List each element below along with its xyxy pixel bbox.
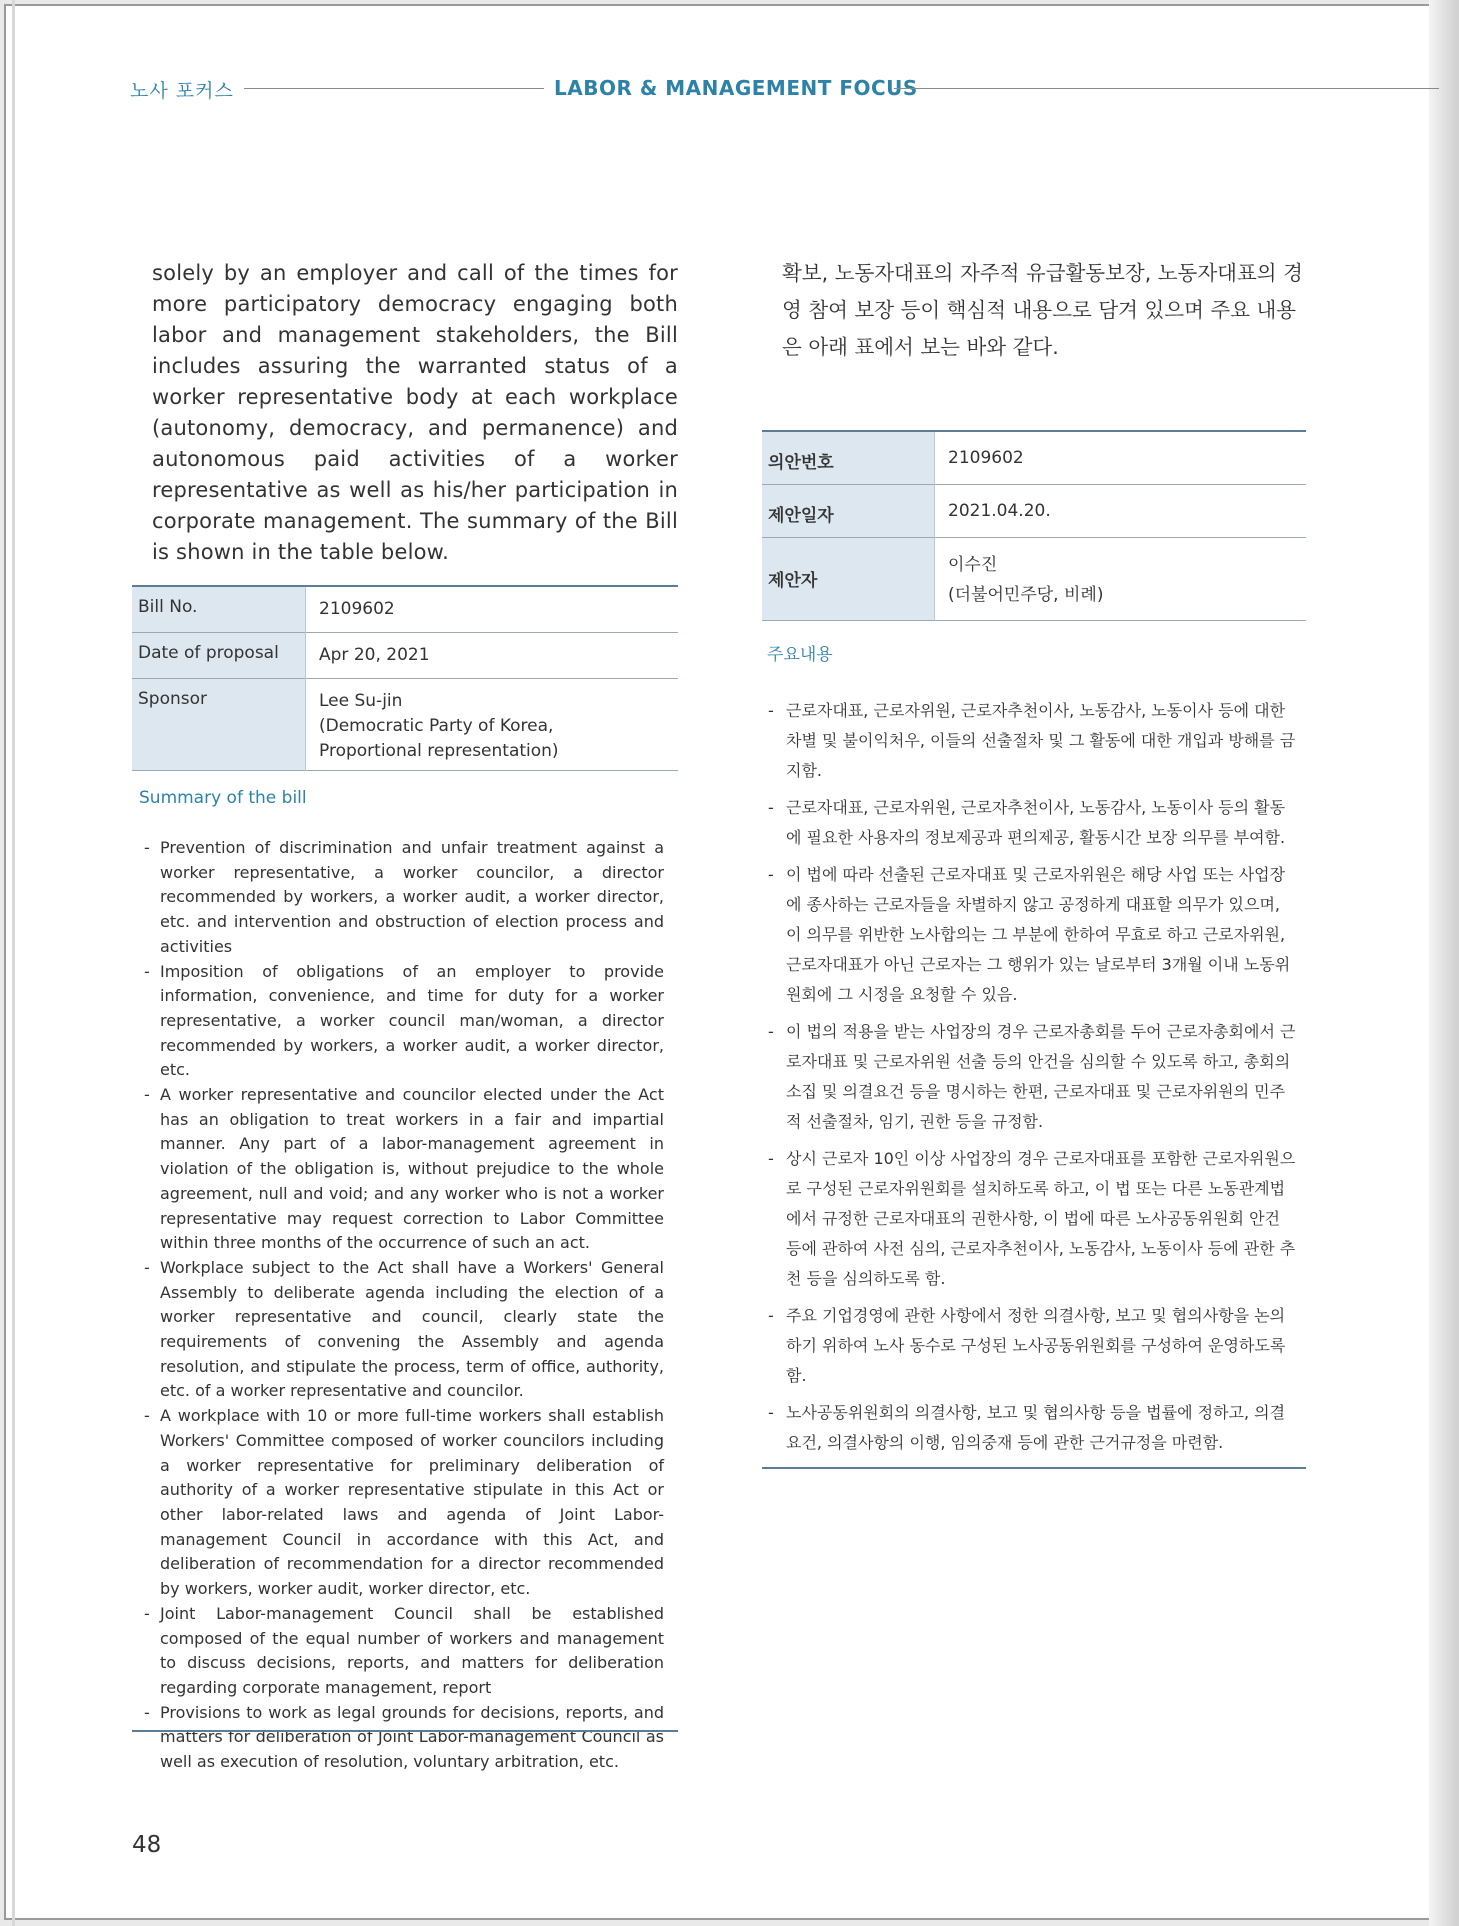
row-key: Bill No. <box>132 586 306 632</box>
header-rule-left <box>244 88 544 89</box>
sponsor-name: Lee Su-jin <box>319 690 403 711</box>
list-item: - Imposition of obligations of an employer to provide information, convenience, and time for duty for a worker representative, a worker council man/woman, a director recommended by workers, a worker audit, a worker director, etc. <box>144 960 664 1084</box>
row-key: 제안자 <box>762 537 935 620</box>
row-value <box>306 678 679 770</box>
page-number: 48 <box>132 1832 162 1858</box>
page-edge-shadow <box>1429 0 1459 1926</box>
list-item: - Provisions to work as legal grounds for decisions, reports, and matters for deliberation of Joint Labor-management Council as well as execution of resolution, voluntary arbitration, etc. <box>144 1701 664 1775</box>
row-key: Date of proposal <box>132 632 306 678</box>
table-row <box>132 678 678 770</box>
list-item: - 상시 근로자 10인 이상 사업장의 경우 근로자대표를 포함한 근로자위원으로 구성된 근로자위원회를 설치하도록 하고, 이 법 또는 다른 노동관계법에서 규정한 근로자대표의 권한사항, 이 법에 따른 노사공동위원회 안건 등에 관하여 사전 심의, 근로자추천이사, 노동감사, 노동이사 등에 관한 추천 등을 심의하도록 함. <box>766 1144 1300 1294</box>
list-item: - 노사공동위원회의 의결사항, 보고 및 협의사항 등을 법률에 정하고, 의결요건, 의결사항의 이행, 임의중재 등에 관한 근거규정을 마련함. <box>766 1398 1300 1458</box>
page-gutter <box>12 0 15 1926</box>
list-item: - 이 법에 따라 선출된 근로자대표 및 근로자위원은 해당 사업 또는 사업장에 종사하는 근로자들을 차별하지 않고 공정하게 대표할 의무가 있으며, 이 의무를 위반한 노사합의는 그 부분에 한하여 무효로 하고 근로자위원, 근로자대표가 아닌 근로자는 그 행위가 있는 날로부터 3개월 이내 노동위원회에 그 시정을 요청할 수 있음. <box>766 860 1300 1010</box>
summary-list-korean <box>766 696 1300 1465</box>
table-row <box>762 431 1306 484</box>
sponsor-party: (Democratic Party of Korea, Proportional representation) <box>319 715 559 761</box>
list-item: - Prevention of discrimination and unfair treatment against a worker representative, a worker councilor, a director recommended by workers, a worker audit, a worker director, etc. and intervention and obstruction of election process and activities <box>144 836 664 960</box>
intro-paragraph-english: solely by an employer and call of the times for more participatory democracy engaging both labor and management stakeholders, the Bill includes assuring the warranted status of a worker representative body at each workplace (autonomy, democracy, and permanence) and autonomous paid activities of a worker representative as well as his/her participation in corporate management. The summary of the Bill is shown in the table below. <box>152 261 678 564</box>
table-end-rule-korean <box>762 1467 1306 1469</box>
list-item: - Workplace subject to the Act shall have a Workers' General Assembly to deliberate agenda including the election of a worker representative and council, clearly state the requirements of convening the Assembly and agenda resolution, and stipulate the process, term of office, authority, etc. of a worker representative and councilor. <box>144 1256 664 1404</box>
summary-title-english: Summary of the bill <box>139 788 307 808</box>
intro-paragraph-korean: 확보, 노동자대표의 자주적 유급활동보장, 노동자대표의 경영 참여 보장 등이 핵심적 내용으로 담겨 있으며 주요 내용은 아래 표에서 보는 바와 같다. <box>782 261 1303 359</box>
row-value: 2021.04.20. <box>948 500 1051 521</box>
table-end-rule-english <box>132 1730 678 1732</box>
sponsor-party: (더불어민주당, 비례) <box>948 584 1104 605</box>
summary-title-korean: 주요내용 <box>767 645 833 665</box>
table-row <box>132 632 678 678</box>
row-value: 2109602 <box>948 448 1024 468</box>
row-value <box>935 537 1307 620</box>
bill-info-table-english <box>132 585 678 771</box>
table-row <box>132 586 678 632</box>
header-rule-right <box>894 88 1439 89</box>
list-item: - A workplace with 10 or more full-time workers shall establish Workers' Committee composed of worker councilors including a worker representative for preliminary deliberation of authority of a worker representative stipulate in this Act or other labor-related laws and agenda of Joint Labor-management Council in accordance with this Act, and deliberation of recommendation for a director recommended by workers, worker audit, worker director, etc. <box>144 1404 664 1602</box>
list-item: - 주요 기업경영에 관한 사항에서 정한 의결사항, 보고 및 협의사항을 논의하기 위하여 노사 동수로 구성된 노사공동위원회를 구성하여 운영하도록 함. <box>766 1301 1300 1391</box>
list-item: - 근로자대표, 근로자위원, 근로자추천이사, 노동감사, 노동이사 등에 대한 차별 및 불이익처우, 이들의 선출절차 및 그 활동에 대한 개입과 방해를 금지함. <box>766 696 1300 786</box>
table-row <box>762 537 1306 620</box>
row-value: 2109602 <box>319 599 395 619</box>
list-item: - 이 법의 적용을 받는 사업장의 경우 근로자총회를 두어 근로자총회에서 근로자대표 및 근로자위원 선출 등의 안건을 심의할 수 있도록 하고, 총회의 소집 및 의결요건 등을 명시하는 한편, 근로자대표 및 근로자위원의 민주적 선출절차, 임기, 권한 등을 규정함. <box>766 1017 1300 1137</box>
row-key: Sponsor <box>132 678 306 770</box>
row-key: 의안번호 <box>762 431 935 484</box>
list-item: - Joint Labor-management Council shall be established composed of the equal number of workers and management to discuss decisions, reports, and matters for deliberation regarding corporate management, report <box>144 1602 664 1701</box>
sponsor-name: 이수진 <box>948 554 998 575</box>
section-title-korean: 노사 포커스 <box>130 80 234 102</box>
section-title-english: LABOR & MANAGEMENT FOCUS <box>554 76 918 100</box>
table-row <box>762 484 1306 537</box>
row-key: 제안일자 <box>762 484 935 537</box>
bill-info-table-korean <box>762 430 1306 621</box>
list-item: - A worker representative and councilor elected under the Act has an obligation to treat workers in a fair and impartial manner. Any part of a labor-management agreement in violation of the obligation is, without prejudice to the whole agreement, null and void; and any worker who is not a worker representative may request correction to Labor Committee within three months of the occurrence of such an act. <box>144 1083 664 1256</box>
row-value: Apr 20, 2021 <box>319 644 430 665</box>
list-item: - 근로자대표, 근로자위원, 근로자추천이사, 노동감사, 노동이사 등의 활동에 필요한 사용자의 정보제공과 편의제공, 활동시간 보장 의무를 부여함. <box>766 793 1300 853</box>
summary-list-english <box>144 836 664 1775</box>
